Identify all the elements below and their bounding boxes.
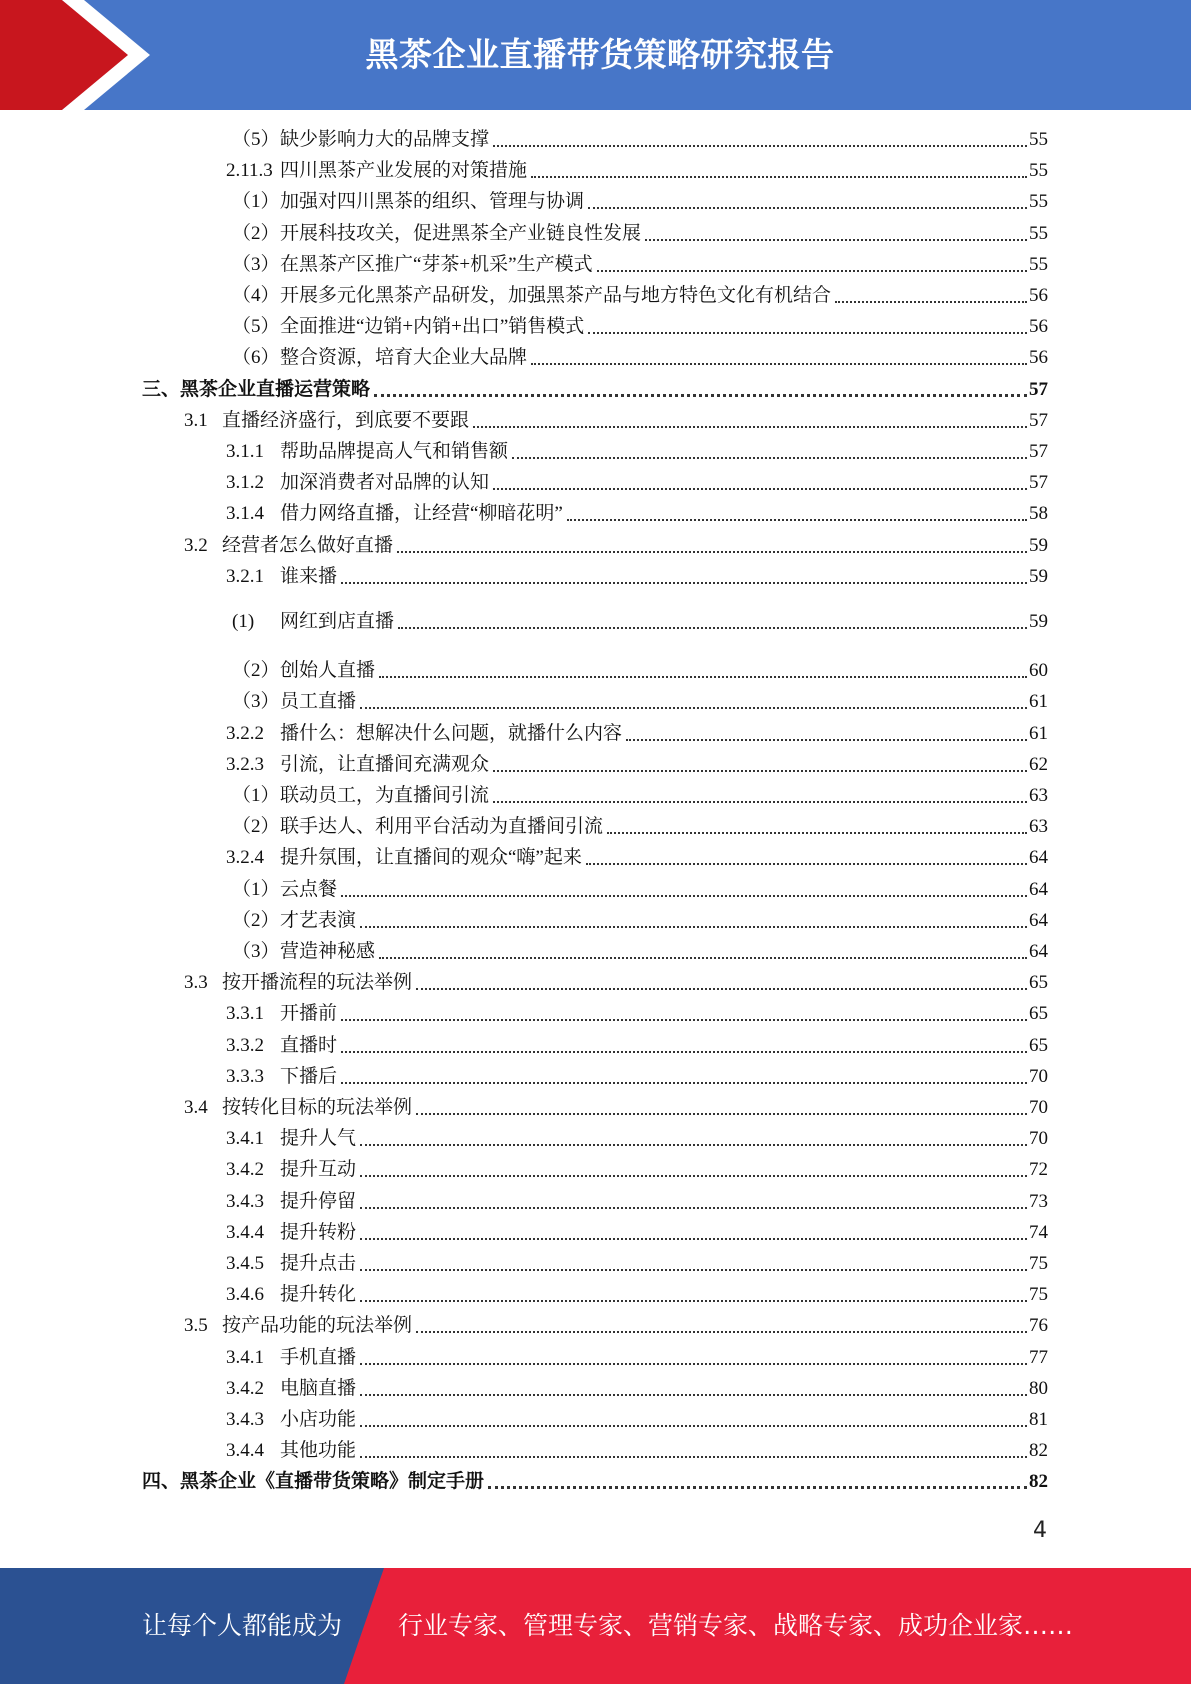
toc-entry-number: 3.1 [184, 410, 208, 431]
toc-dot-leader [398, 627, 1027, 629]
header-title: 黑茶企业直播带货策略研究报告 [365, 35, 835, 74]
toc-entry-page: 57 [1029, 472, 1048, 493]
toc-entry[interactable] [226, 1126, 1048, 1152]
toc-entry[interactable] [226, 1189, 1048, 1215]
toc-dot-leader [360, 1144, 1027, 1146]
toc-entry[interactable] [232, 314, 1048, 340]
toc-entry-page: 55 [1029, 254, 1048, 275]
toc-entry-number: 3.4.4 [226, 1440, 264, 1461]
toc-entry-page: 59 [1029, 611, 1048, 632]
toc-entry-number: 3.4.2 [226, 1159, 264, 1180]
toc-entry-title: 员工直播 [280, 691, 357, 712]
toc-entry-number: 3.1.1 [226, 441, 264, 462]
toc-dot-leader [835, 301, 1027, 303]
toc-entry-title: 提升氛围，让直播间的观众“嗨”起来 [280, 847, 582, 868]
toc-entry[interactable] [226, 1438, 1048, 1464]
toc-entry-title: 帮助品牌提高人气和销售额 [280, 441, 509, 462]
toc-entry-title: 才艺表演 [280, 910, 357, 931]
footer-slogan-left: 让每个人都能成为 [142, 1611, 343, 1640]
toc-chapter-entry[interactable] [142, 377, 1048, 403]
toc-entry-page: 63 [1029, 816, 1048, 837]
toc-entry-title: 引流，让直播间充满观众 [280, 754, 490, 775]
toc-entry[interactable] [226, 1033, 1048, 1059]
toc-entry[interactable] [232, 658, 1048, 684]
toc-dot-leader [341, 1051, 1027, 1053]
toc-entry-page: 56 [1029, 285, 1048, 306]
toc-entry-title: 加深消费者对品牌的认知 [280, 472, 490, 493]
toc-entry-title: 加强对四川黑茶的组织、管理与协调 [280, 191, 585, 212]
toc-entry-title: 缺少影响力大的品牌支撑 [280, 129, 490, 150]
toc-chapter-entry[interactable] [142, 1469, 1048, 1495]
toc-entry[interactable] [226, 1001, 1048, 1027]
toc-entry-page: 57 [1029, 379, 1048, 400]
page-header [0, 0, 1191, 110]
toc-entry-page: 82 [1029, 1471, 1048, 1492]
toc-entry-title: 提升人气 [280, 1128, 357, 1149]
toc-entry-number: （5） [232, 129, 280, 150]
toc-entry-title: 开展科技攻关，促进黑茶全产业链良性发展 [280, 223, 642, 244]
toc-entry[interactable] [232, 814, 1048, 840]
toc-entry-page: 57 [1029, 410, 1048, 431]
toc-entry[interactable] [226, 1376, 1048, 1402]
toc-dot-leader [360, 1238, 1027, 1240]
toc-entry-number: （2） [232, 223, 280, 244]
toc-entry-page: 60 [1029, 660, 1048, 681]
toc-entry[interactable] [226, 1282, 1048, 1308]
toc-dot-leader [597, 270, 1027, 272]
toc-entry[interactable] [226, 845, 1048, 871]
toc-entry-page: 55 [1029, 160, 1048, 181]
toc-entry-page: 65 [1029, 1035, 1048, 1056]
toc-entry-number: 3.3.1 [226, 1003, 264, 1024]
toc-entry[interactable] [232, 252, 1048, 278]
toc-dot-leader [360, 1456, 1027, 1458]
toc-entry-title: 按转化目标的玩法举例 [222, 1097, 413, 1118]
toc-entry-number: （1） [232, 879, 280, 900]
toc-entry-title: 开展多元化黑茶产品研发，加强黑茶产品与地方特色文化有机结合 [280, 285, 832, 306]
toc-entry-page: 64 [1029, 941, 1048, 962]
toc-dot-leader [397, 551, 1027, 553]
toc-entry[interactable] [184, 408, 1048, 434]
toc-dot-leader [512, 457, 1027, 459]
toc-dot-leader [626, 739, 1027, 741]
toc-dot-leader [341, 582, 1027, 584]
toc-entry-page: 70 [1029, 1128, 1048, 1149]
toc-entry-page: 70 [1029, 1097, 1048, 1118]
toc-entry[interactable] [226, 564, 1048, 590]
toc-entry-title: 小店功能 [280, 1409, 357, 1430]
toc-dot-leader [588, 332, 1027, 334]
toc-dot-leader [588, 207, 1027, 209]
toc-dot-leader [493, 770, 1027, 772]
page-footer [0, 1568, 1191, 1684]
toc-entry-number: 2.11.3 [226, 160, 273, 181]
toc-entry-page: 64 [1029, 847, 1048, 868]
toc-entry[interactable] [232, 689, 1048, 715]
toc-entry-page: 56 [1029, 347, 1048, 368]
toc-dot-leader [360, 1207, 1027, 1209]
toc-dot-leader [374, 394, 1027, 397]
toc-entry-number: 3.4.3 [226, 1409, 264, 1430]
toc-entry-title: 联手达人、利用平台活动为直播间引流 [280, 816, 604, 837]
toc-dot-leader [488, 1486, 1027, 1489]
toc-dot-leader [360, 1425, 1027, 1427]
toc-entry[interactable] [226, 470, 1048, 496]
toc-entry-page: 55 [1029, 191, 1048, 212]
toc-entry-number: 3.3.3 [226, 1066, 264, 1087]
toc-entry-number: （1） [232, 785, 280, 806]
toc-entry-title: 电脑直播 [280, 1378, 357, 1399]
toc-entry-page: 64 [1029, 879, 1048, 900]
toc-entry-page: 62 [1029, 754, 1048, 775]
toc-entry-page: 82 [1029, 1440, 1048, 1461]
toc-entry-title: 联动员工，为直播间引流 [280, 785, 490, 806]
toc-entry-number: 3.2 [184, 535, 208, 556]
toc-entry-number: （2） [232, 910, 280, 931]
toc-entry-page: 80 [1029, 1378, 1048, 1399]
toc-entry-number: （3） [232, 254, 280, 275]
toc-entry-page: 70 [1029, 1066, 1048, 1087]
toc-entry-title: 四、黑茶企业《直播带货策略》制定手册 [142, 1471, 485, 1492]
toc-entry-page: 81 [1029, 1409, 1048, 1430]
toc-entry-number: 3.3.2 [226, 1035, 264, 1056]
toc-entry-title: 提升互动 [280, 1159, 357, 1180]
toc-dot-leader [493, 488, 1027, 490]
toc-entry-title: 创始人直播 [280, 660, 376, 681]
toc-dot-leader [416, 988, 1027, 990]
toc-dot-leader [360, 1363, 1027, 1365]
toc-entry[interactable] [232, 783, 1048, 809]
toc-entry-number: （3） [232, 941, 280, 962]
toc-dot-leader [645, 239, 1027, 241]
toc-dot-leader [360, 926, 1027, 928]
toc-entry-title: 营造神秘感 [280, 941, 376, 962]
toc-dot-leader [473, 426, 1027, 428]
toc-entry-title: 按产品功能的玩法举例 [222, 1315, 413, 1336]
toc-entry-title: 开播前 [280, 1003, 338, 1024]
toc-entry-page: 74 [1029, 1222, 1048, 1243]
toc-entry[interactable] [232, 283, 1048, 309]
toc-entry-number: 3.4.4 [226, 1222, 264, 1243]
toc-entry-page: 76 [1029, 1315, 1048, 1336]
toc-entry-number: 3.5 [184, 1315, 208, 1336]
toc-entry-number: 3.2.2 [226, 723, 264, 744]
toc-entry-title: 提升停留 [280, 1191, 357, 1212]
toc-entry-page: 61 [1029, 723, 1048, 744]
toc-entry[interactable] [232, 908, 1048, 934]
toc-entry-title: 下播后 [280, 1066, 338, 1087]
toc-entry-page: 58 [1029, 503, 1048, 524]
toc-entry[interactable] [232, 345, 1048, 371]
toc-dot-leader [607, 832, 1027, 834]
toc-entry[interactable] [226, 439, 1048, 465]
toc-dot-leader [531, 176, 1027, 178]
toc-dot-leader [360, 1394, 1027, 1396]
toc-entry-page: 59 [1029, 535, 1048, 556]
toc-entry[interactable] [232, 939, 1048, 965]
toc-entry-title: 网红到店直播 [280, 611, 395, 632]
toc-dot-leader [586, 863, 1027, 865]
toc-entry-number: （3） [232, 691, 280, 712]
toc-entry[interactable] [226, 1064, 1048, 1090]
toc-entry-number: 3.4.5 [226, 1253, 264, 1274]
toc-dot-leader [341, 1082, 1027, 1084]
toc-entry-number: 3.1.4 [226, 503, 264, 524]
toc-entry-title: 四川黑茶产业发展的对策措施 [280, 160, 528, 181]
toc-entry[interactable] [226, 1407, 1048, 1433]
toc-entry-number: （6） [232, 347, 280, 368]
toc-entry-number: 3.3 [184, 972, 208, 993]
toc-entry-title: 全面推进“边销+内销+出口”销售模式 [280, 316, 585, 337]
toc-entry-number: （5） [232, 316, 280, 337]
toc-entry-number: 3.4.6 [226, 1284, 264, 1305]
toc-entry[interactable] [226, 501, 1048, 527]
toc-dot-leader [379, 676, 1027, 678]
toc-entry-page: 73 [1029, 1191, 1048, 1212]
toc-entry-page: 55 [1029, 223, 1048, 244]
toc-entry[interactable] [232, 609, 1048, 635]
toc-entry-number: 3.1.2 [226, 472, 264, 493]
toc-dot-leader [567, 519, 1027, 521]
toc-entry[interactable] [226, 752, 1048, 778]
toc-dot-leader [360, 1300, 1027, 1302]
toc-entry-number: 3.4 [184, 1097, 208, 1118]
toc-entry-number: （4） [232, 285, 280, 306]
toc-entry-title: 经营者怎么做好直播 [222, 535, 394, 556]
toc-entry-title: 直播时 [280, 1035, 338, 1056]
toc-dot-leader [493, 145, 1027, 147]
toc-entry-title: 播什么：想解决什么问题，就播什么内容 [280, 723, 623, 744]
toc-entry-number: 3.2.3 [226, 754, 264, 775]
toc-dot-leader [360, 707, 1027, 709]
toc-entry-page: 63 [1029, 785, 1048, 806]
toc-entry-page: 56 [1029, 316, 1048, 337]
toc-dot-leader [341, 895, 1027, 897]
toc-entry-title: 整合资源，培育大企业大品牌 [280, 347, 528, 368]
toc-entry-page: 59 [1029, 566, 1048, 587]
toc-entry-page: 75 [1029, 1253, 1048, 1274]
toc-entry[interactable] [232, 877, 1048, 903]
toc-entry-title: 提升转化 [280, 1284, 357, 1305]
toc-entry-page: 75 [1029, 1284, 1048, 1305]
toc-entry[interactable] [226, 721, 1048, 747]
toc-entry-number: （1） [232, 191, 280, 212]
toc-entry[interactable] [184, 1313, 1048, 1339]
toc-entry[interactable] [232, 221, 1048, 247]
toc-entry[interactable] [226, 158, 1048, 184]
toc-dot-leader [531, 363, 1027, 365]
toc-entry[interactable] [226, 1157, 1048, 1183]
toc-dot-leader [360, 1175, 1027, 1177]
toc-entry-number: (1) [232, 611, 255, 632]
toc-entry[interactable] [226, 1220, 1048, 1246]
toc-entry-title: 提升点击 [280, 1253, 357, 1274]
toc-entry-title: 按开播流程的玩法举例 [222, 972, 413, 993]
toc-entry-number: 3.2.1 [226, 566, 264, 587]
footer-slogan-right: 行业专家、管理专家、营销专家、战略专家、成功企业家…… [398, 1611, 1074, 1640]
toc-entry[interactable] [232, 127, 1048, 153]
toc-entry[interactable] [226, 1345, 1048, 1371]
toc-entry-page: 65 [1029, 972, 1048, 993]
toc-entry-number: 3.4.3 [226, 1191, 264, 1212]
toc-entry-title: 在黑茶产区推广“芽茶+机采”生产模式 [280, 254, 593, 275]
toc-entry-page: 77 [1029, 1347, 1048, 1368]
toc-entry-number: （2） [232, 660, 280, 681]
toc-dot-leader [493, 801, 1027, 803]
toc-entry[interactable] [184, 970, 1048, 996]
toc-entry-title: 提升转粉 [280, 1222, 357, 1243]
toc-dot-leader [360, 1269, 1027, 1271]
toc-entry-page: 65 [1029, 1003, 1048, 1024]
toc-entry-page: 57 [1029, 441, 1048, 462]
toc-entry[interactable] [226, 1251, 1048, 1277]
toc-entry-number: （2） [232, 816, 280, 837]
toc-entry-title: 其他功能 [280, 1440, 357, 1461]
toc-entry-title: 手机直播 [280, 1347, 357, 1368]
toc-entry-title: 借力网络直播，让经营“柳暗花明” [280, 503, 563, 524]
toc-dot-leader [416, 1113, 1027, 1115]
toc-entry-number: 3.2.4 [226, 847, 264, 868]
toc-entry[interactable] [232, 189, 1048, 215]
toc-entry-title: 直播经济盛行，到底要不要跟 [222, 410, 470, 431]
toc-entry-title: 三、黑茶企业直播运营策略 [142, 379, 371, 400]
toc-entry-page: 64 [1029, 910, 1048, 931]
toc-dot-leader [416, 1331, 1027, 1333]
toc-dot-leader [341, 1019, 1027, 1021]
toc-entry-number: 3.4.1 [226, 1128, 264, 1149]
toc-entry-page: 61 [1029, 691, 1048, 712]
toc-entry-title: 谁来播 [280, 566, 338, 587]
header-arrow-decoration [0, 0, 150, 110]
toc-entry[interactable] [184, 533, 1048, 559]
toc-entry-page: 55 [1029, 129, 1048, 150]
toc-entry-number: 3.4.1 [226, 1347, 264, 1368]
toc-entry-title: 云点餐 [280, 879, 338, 900]
toc-entry-number: 3.4.2 [226, 1378, 264, 1399]
toc-entry-page: 72 [1029, 1159, 1048, 1180]
toc-entry[interactable] [184, 1095, 1048, 1121]
page-number: 4 [1033, 1518, 1047, 1543]
toc-dot-leader [379, 957, 1027, 959]
